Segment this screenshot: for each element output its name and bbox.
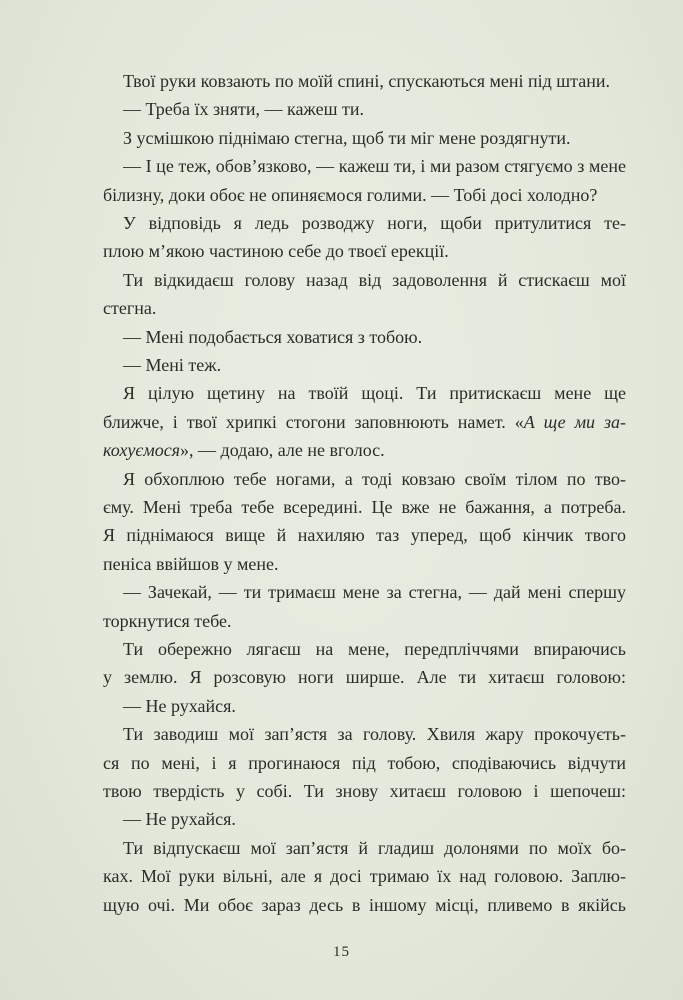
text-segment: — Мені подобається ховатися з тобою. bbox=[123, 326, 423, 347]
text-segment: ся по мені, і я прогинаюся під тобою, сподіваючись відчути bbox=[103, 752, 626, 773]
text-line bbox=[123, 127, 626, 149]
text-segment: Твої руки ковзають по моїй спині, спускаються мені під штани. bbox=[123, 71, 611, 91]
text-segment: ближче, і твої хрипкі стогони заповнюють намет. « bbox=[103, 411, 524, 432]
text-line bbox=[103, 553, 626, 575]
text-line bbox=[103, 411, 626, 433]
text-line bbox=[103, 240, 626, 262]
text-segment: Я цілую щетину на твоїй щоці. Ти притискаєш мене ще bbox=[123, 383, 626, 404]
text-segment: стегна. bbox=[103, 298, 157, 319]
text-segment: — Не рухайся. bbox=[123, 809, 236, 830]
text-segment: — Мені теж. bbox=[123, 355, 222, 375]
text-segment: білизну, доки обоє не опиняємося голими. — Тобі досі холодно? bbox=[103, 184, 598, 205]
text-line bbox=[123, 155, 626, 177]
text-line bbox=[123, 723, 626, 745]
text-line bbox=[123, 354, 626, 376]
text-line bbox=[123, 212, 626, 234]
text-line bbox=[123, 269, 626, 291]
text-segment: твою твердість у собі. Ти знову хитаєш головою і шепочеш: bbox=[103, 781, 626, 801]
italic-text: А ще ми за- bbox=[523, 411, 626, 432]
text-line bbox=[103, 184, 626, 206]
text-segment: — І це теж, обов’язково, — кажеш ти, і ми разом стягуємо з мене bbox=[123, 156, 626, 177]
text-line bbox=[123, 382, 626, 404]
text-segment: єму. Мені треба тебе всередині. Це вже не бажання, а потреба. bbox=[103, 497, 626, 517]
text-segment: плою м’якою частиною себе до твоєї ерекції. bbox=[103, 241, 449, 262]
text-line bbox=[103, 610, 626, 632]
text-line bbox=[103, 780, 626, 802]
text-line bbox=[123, 468, 626, 490]
text-line bbox=[103, 297, 626, 319]
text-line bbox=[103, 496, 626, 518]
text-segment: ках. Мої руки вільні, але я досі тримаю їх над головою. Заплю- bbox=[103, 866, 626, 887]
text-segment: — Не рухайся. bbox=[123, 695, 236, 716]
text-segment: Я піднімаюся вище й нахиляю таз уперед, щоб кінчик твого bbox=[103, 525, 626, 546]
text-segment: Ти заводиш мої зап’ястя за голову. Хвиля жару прокочуєть- bbox=[123, 724, 626, 745]
text-segment: Я обхоплюю тебе ногами, а тоді ковзаю своїм тілом по тво- bbox=[123, 468, 626, 489]
text-line bbox=[123, 70, 626, 92]
text-line bbox=[123, 326, 626, 348]
text-line bbox=[123, 695, 626, 717]
text-segment: Ти відпускаєш мої зап’ястя й гладиш долонями по моїх бо- bbox=[123, 837, 626, 858]
text-segment: Ти відкидаєш голову назад від задоволення й стискаєш мої bbox=[123, 269, 626, 290]
text-segment: у землю. Я розсовую ноги ширше. Але ти хитаєш головою: bbox=[103, 667, 626, 688]
text-line bbox=[103, 439, 626, 461]
text-segment: — Треба їх зняти, — кажеш ти. bbox=[123, 99, 364, 120]
text-line bbox=[103, 666, 626, 688]
text-line bbox=[123, 98, 626, 120]
text-line bbox=[123, 837, 626, 859]
text-line bbox=[123, 581, 626, 603]
text-line bbox=[123, 808, 626, 830]
text-line bbox=[103, 524, 626, 546]
text-line bbox=[103, 865, 626, 887]
text-segment: торкнутися тебе. bbox=[103, 610, 232, 631]
text-segment: У відповідь я ледь розводжу ноги, щоби притулитися те- bbox=[123, 213, 626, 233]
text-segment: З усмішкою піднімаю стегна, щоб ти міг мене роздягнути. bbox=[123, 127, 571, 148]
page-number: 15 bbox=[333, 944, 350, 960]
text-line bbox=[103, 894, 626, 916]
text-line bbox=[103, 752, 626, 774]
text-segment: пеніса ввійшов у мене. bbox=[103, 553, 279, 574]
text-segment: — Зачекай, — ти тримаєш мене за стегна, — дай мені спершу bbox=[123, 582, 626, 603]
text-segment: щую очі. Ми обоє зараз десь в іншому місці, пливемо в якійсь bbox=[103, 894, 626, 915]
text-segment: », — додаю, але не вголос. bbox=[180, 440, 385, 461]
text-line bbox=[123, 638, 626, 660]
text-segment: Ти обережно лягаєш на мене, передпліччями впираючись bbox=[123, 639, 626, 659]
italic-text: кохуємося bbox=[103, 440, 181, 461]
